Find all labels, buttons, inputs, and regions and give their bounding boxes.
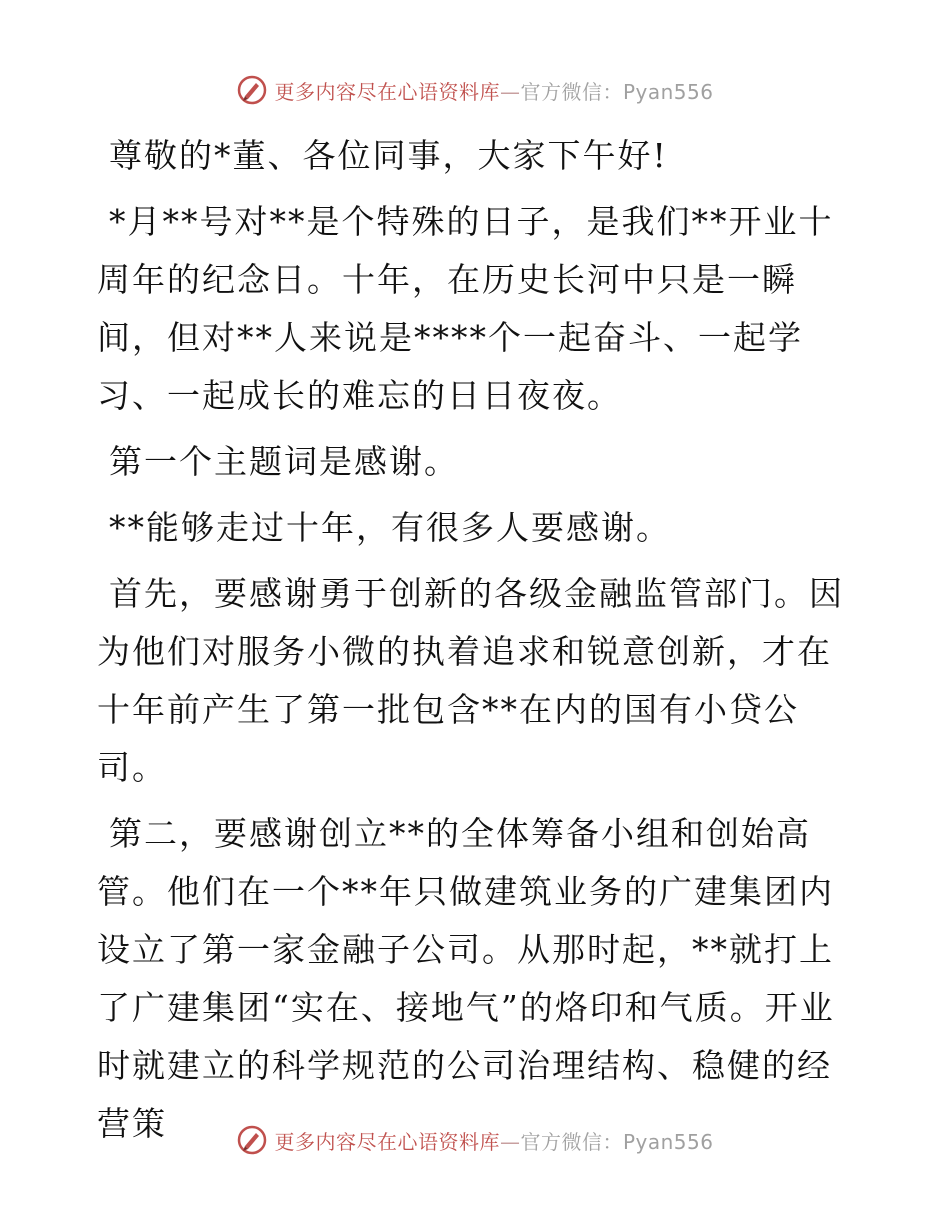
footer-banner [0,1120,950,1160]
header-banner [0,70,950,110]
banner-title: 更多内容尽在心语资料库 [274,1129,500,1154]
banner-title: 更多内容尽在心语资料库 [274,79,500,104]
banner-wechat: 官方微信：Pyan556 [520,79,714,104]
document-body [97,127,857,1161]
banner-dash: — [499,79,521,104]
paragraph-theme-thanks: 第一个主题词是感谢。 [109,442,459,481]
pen-logo-icon [236,74,268,106]
paragraph-second-thanks: 第二，要感谢创立**的全体筹备小组和创始高管。他们在一个**年只做建筑业务的广建集团内设立了第一家金融子公司。从那时起，**就打上了广建集团“实在、接地气”的烙印和气质。开业时就建立的科学规范的公司治理结构、稳健的经营策 [97,814,835,1143]
pen-logo-icon [236,1124,268,1156]
paragraph-greeting: 尊敬的*董、各位同事，大家下午好! [109,136,668,175]
paragraph-first-thanks: 首先，要感谢勇于创新的各级金融监管部门。因为他们对服务小微的执着追求和锐意创新，才在十年前产生了第一批包含**在内的国有小贷公司。 [97,574,844,787]
banner-wechat: 官方微信：Pyan556 [520,1129,714,1154]
paragraph-anniversary: *月**号对**是个特殊的日子，是我们**开业十周年的纪念日。十年，在历史长河中只是一瞬间，但对**人来说是****个一起奋斗、一起学习、一起成长的难忘的日日夜夜。 [97,202,834,415]
banner-dash: — [499,1129,521,1154]
paragraph-many-thanks: **能够走过十年，有很多人要感谢。 [109,508,671,547]
